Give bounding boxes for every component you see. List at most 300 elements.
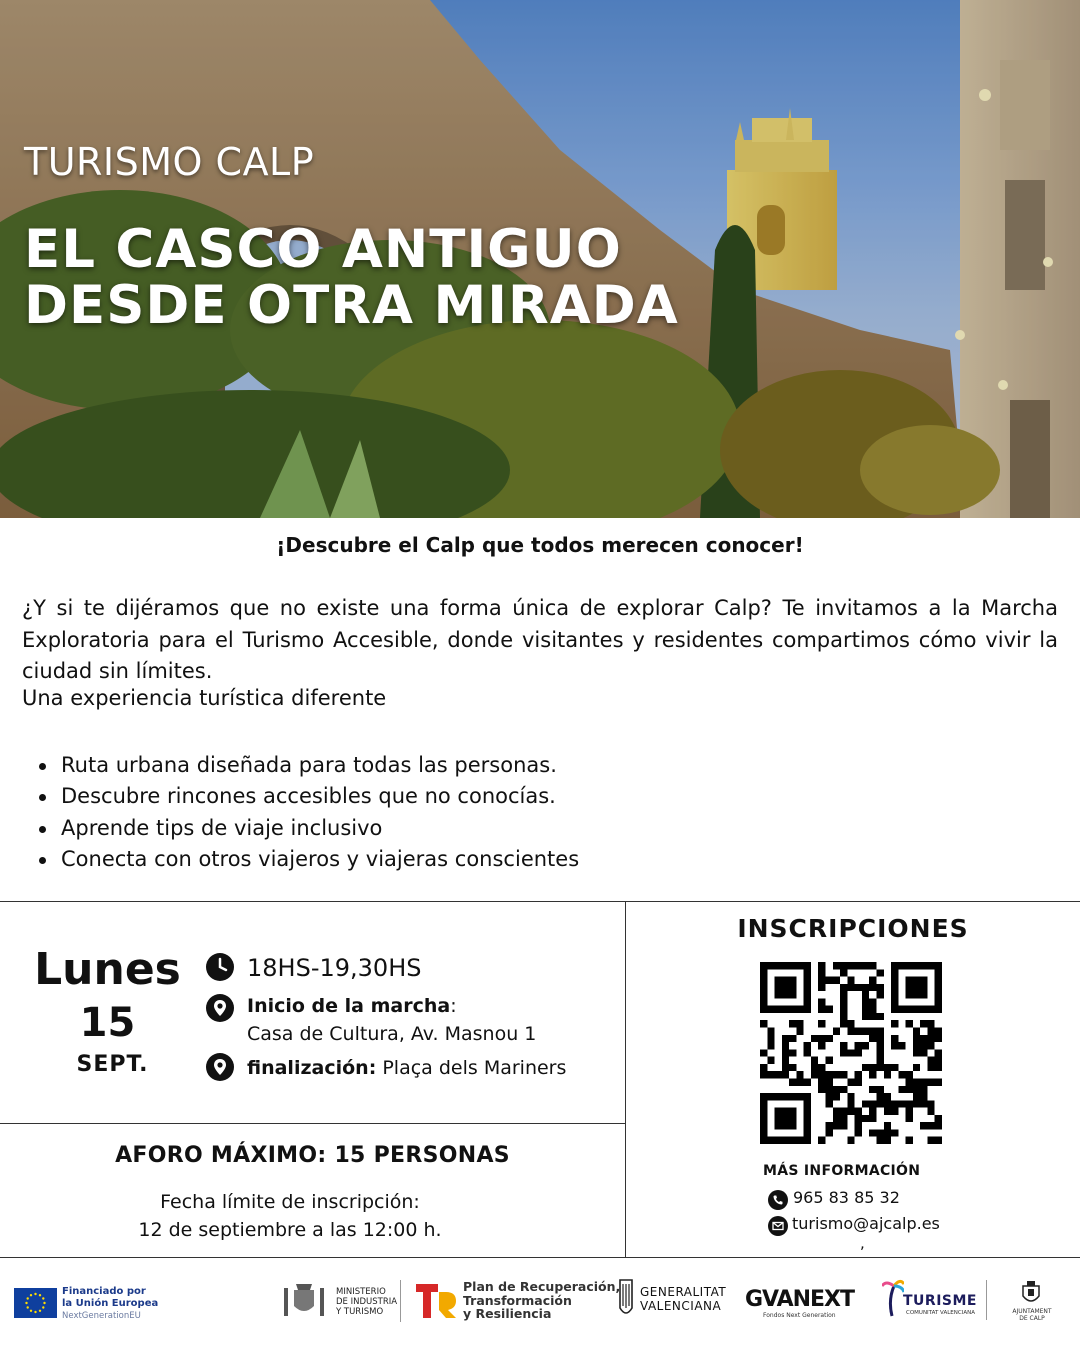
start-colon: : [450,995,457,1017]
qr-module [927,1020,934,1027]
start-point [247,995,457,1017]
qr-module [869,1086,876,1093]
qr-module [920,962,927,969]
qr-module [760,984,767,991]
start-label: Inicio de la marcha [247,995,451,1017]
qr-module [927,1108,934,1115]
qr-module [840,1122,847,1129]
qr-module [884,1122,891,1129]
qr-module [927,1006,934,1013]
qr-module [876,1086,883,1093]
qr-module [789,1137,796,1144]
qr-module [920,1093,927,1100]
qr-module [884,1100,891,1107]
qr-module [906,1100,913,1107]
clock-icon [205,952,235,982]
qr-module [760,1049,767,1056]
qr-module [796,1078,803,1085]
qr-module [789,1093,796,1100]
qr-module [818,962,825,969]
qr-module [840,1108,847,1115]
qr-module [927,1042,934,1049]
qr-module [811,1035,818,1042]
qr-module [869,1100,876,1107]
qr-module [920,1122,927,1129]
qr-module [876,1093,883,1100]
qr-module [760,1020,767,1027]
qr-module [782,1093,789,1100]
qr-module [826,1035,833,1042]
generalitat-emblem-icon [616,1278,636,1322]
qr-module [804,1122,811,1129]
qr-module [782,1108,789,1115]
ministry-line-2: DE INDUSTRIA [336,1297,398,1307]
qr-module [782,1042,789,1049]
qr-module [927,1137,934,1144]
qr-module [913,962,920,969]
event-date: 15 [79,1000,136,1046]
qr-module [775,1122,782,1129]
qr-module [869,998,876,1005]
end-label: finalización: [247,1057,377,1079]
qr-module [833,1122,840,1129]
qr-module [862,1028,869,1035]
gv-line-2: VALENCIANA [640,1299,722,1313]
qr-module [840,1020,847,1027]
qr-module [840,1013,847,1020]
qr-module [891,1020,898,1027]
qr-module [760,1064,767,1071]
qr-module [891,1064,898,1071]
qr-module [876,1129,883,1136]
qr-module [927,1122,934,1129]
qr-module [796,1137,803,1144]
qr-module [898,1086,905,1093]
qr-module [826,1129,833,1136]
qr-module [789,962,796,969]
qr-module [920,1100,927,1107]
calp-line-1: AJUNTAMENT [1012,1308,1052,1315]
qr-module [869,1108,876,1115]
prtr-logo-icon [414,1280,458,1320]
qr-module [818,1042,825,1049]
qr-module [782,1035,789,1042]
qr-module [804,1093,811,1100]
prtr-line-1: Plan de Recuperación, [463,1279,621,1294]
qr-module [840,998,847,1005]
divider-middle [0,1123,625,1124]
qr-module [789,1115,796,1122]
qr-module [876,1013,883,1020]
qr-module [913,1064,920,1071]
intro-line: Una experiencia turística diferente [22,686,387,710]
qr-module [782,1064,789,1071]
qr-module [891,1006,898,1013]
qr-module [789,1035,796,1042]
qr-module [760,962,767,969]
qr-module [891,977,898,984]
qr-module [855,1042,862,1049]
qr-module [855,1115,862,1122]
qr-module [826,1100,833,1107]
qr-module [811,1057,818,1064]
qr-module [935,1006,942,1013]
qr-module [782,1122,789,1129]
qr-module [833,1093,840,1100]
qr-module [760,998,767,1005]
qr-module [775,1093,782,1100]
qr-module [847,984,854,991]
calp-line-2: DE CALP [1019,1315,1045,1322]
qr-module [782,977,789,984]
ministry-line-1: MINISTERIO [336,1287,386,1297]
ministry-line-3: Y TURISMO [336,1307,384,1317]
qr-module [884,1093,891,1100]
qr-module [833,1108,840,1115]
qr-module [906,1020,913,1027]
qr-module [862,1042,869,1049]
qr-module [869,1006,876,1013]
eu-funding-text [62,1286,158,1322]
feature-item: Aprende tips de viaje inclusivo [36,813,579,844]
qr-module [804,1108,811,1115]
qr-module [796,1020,803,1027]
qr-module [760,1115,767,1122]
logo-divider [986,1280,987,1320]
divider-vertical [625,901,626,1257]
qr-module [818,1137,825,1144]
qr-module [840,1071,847,1078]
qr-module [935,991,942,998]
qr-module [804,1129,811,1136]
qr-module [906,1078,913,1085]
qr-module [920,1042,927,1049]
eu-line-2: la Unión Europea [62,1298,159,1309]
location-pin-icon [205,1052,235,1082]
feature-item: Conecta con otros viajeros y viajeras conscientes [36,844,579,875]
sponsor-logos [0,1258,1080,1350]
hero-image [0,0,1080,518]
qr-module [840,1042,847,1049]
qr-module [782,1057,789,1064]
qr-module [906,1115,913,1122]
qr-module [920,1086,927,1093]
qr-module [804,1049,811,1056]
qr-module [826,1078,833,1085]
qr-module [855,962,862,969]
spain-coat-of-arms-icon [280,1280,328,1320]
qr-module [869,1028,876,1035]
qr-module [935,962,942,969]
calp-crest-icon [1020,1280,1042,1306]
qr-module [767,1057,774,1064]
qr-module [862,1115,869,1122]
qr-module [891,1129,898,1136]
qr-module [796,1028,803,1035]
qr-module [935,998,942,1005]
phone-number[interactable]: 965 83 85 32 [793,1188,900,1207]
qr-module [775,1071,782,1078]
qr-module [840,984,847,991]
qr-module [818,998,825,1005]
qr-module [935,1137,942,1144]
qr-module [927,1064,934,1071]
qr-module [840,969,847,976]
qr-module [760,1100,767,1107]
logo-divider [400,1280,401,1322]
qr-module [891,1108,898,1115]
qr-module [906,1137,913,1144]
qr-module [869,1035,876,1042]
qr-module [760,1006,767,1013]
hero-kicker: TURISMO CALP [24,140,315,184]
feature-item: Ruta urbana diseñada para todas las personas. [36,750,579,781]
event-day: Lunes [34,944,181,995]
qr-module [826,1086,833,1093]
qr-module [869,1013,876,1020]
qr-module [767,1042,774,1049]
qr-module [818,1071,825,1078]
qr-module [760,1093,767,1100]
qr-module [775,1137,782,1144]
qr-module [935,1122,942,1129]
turisme-subtitle: COMUNITAT VALENCIANA [906,1310,975,1316]
qr-module [760,1137,767,1144]
qr-module [869,962,876,969]
qr-module [826,977,833,984]
qr-module [775,977,782,984]
qr-module [760,1071,767,1078]
qr-module [840,991,847,998]
qr-module [869,1115,876,1122]
qr-module [855,1078,862,1085]
qr-code[interactable] [760,962,942,1144]
qr-module [913,1078,920,1085]
qr-module [818,984,825,991]
qr-module [760,969,767,976]
tagline: ¡Descubre el Calp que todos merecen conocer! [276,533,804,557]
qr-module [884,1064,891,1071]
qr-module [767,1006,774,1013]
qr-module [935,977,942,984]
qr-module [898,962,905,969]
end-point [247,1057,566,1079]
qr-module [826,1057,833,1064]
qr-module [891,1042,898,1049]
qr-module [782,1071,789,1078]
qr-module [760,991,767,998]
qr-module [767,1035,774,1042]
phone-icon [768,1190,788,1210]
qr-module [804,1100,811,1107]
event-time: 18HS-19,30HS [247,954,422,982]
qr-module [847,1093,854,1100]
prtr-text [463,1280,620,1321]
qr-module [891,998,898,1005]
registration-title: INSCRIPCIONES [737,914,969,943]
qr-module [876,1057,883,1064]
qr-module [913,977,920,984]
qr-module [869,1129,876,1136]
qr-module [927,1100,934,1107]
qr-module [927,962,934,969]
qr-module [862,984,869,991]
qr-module [840,1049,847,1056]
ministry-text [336,1287,397,1317]
qr-module [804,991,811,998]
qr-module [884,1108,891,1115]
qr-module [775,1006,782,1013]
qr-module [876,1035,883,1042]
qr-module [775,1108,782,1115]
intro-paragraph: ¿Y si te dijéramos que no existe una forma única de explorar Calp? Te invitamos a la Marcha Exploratoria para el Turismo Accesible, donde visitantes y residentes compartimos cómo vivir la ciudad sin límites. [22,596,1058,683]
feature-item: Descubre rincones accesibles que no conocías. [36,781,579,812]
qr-module [913,1006,920,1013]
qr-module [826,1093,833,1100]
qr-module [804,969,811,976]
qr-module [920,1006,927,1013]
qr-module [898,1071,905,1078]
qr-module [869,1071,876,1078]
qr-module [935,1028,942,1035]
qr-module [884,1071,891,1078]
qr-module [767,1093,774,1100]
qr-module [804,998,811,1005]
qr-module [818,969,825,976]
qr-module [862,1100,869,1107]
mail-icon [768,1216,788,1236]
qr-module [935,1049,942,1056]
qr-module [855,1129,862,1136]
qr-module [796,1006,803,1013]
qr-module [840,1006,847,1013]
qr-module [913,1028,920,1035]
qr-module [869,984,876,991]
qr-module [855,1122,862,1129]
divider-top [0,901,1080,902]
more-info-title: MÁS INFORMACIÓN [763,1163,921,1179]
eu-line-3: NextGenerationEU [62,1311,141,1321]
email-link[interactable]: turismo@ajcalp.es [792,1214,940,1233]
qr-module [935,1057,942,1064]
qr-module [913,991,920,998]
qr-module [847,1137,854,1144]
qr-module [876,991,883,998]
qr-module [935,1064,942,1071]
qr-module [847,1049,854,1056]
qr-module [891,984,898,991]
qr-module [826,1071,833,1078]
qr-module [818,1086,825,1093]
gvanext-subtitle: Fondos Next Generation [763,1312,836,1319]
qr-module [862,1064,869,1071]
capacity: AFORO MÁXIMO: 15 PERSONAS [115,1143,510,1168]
qr-module [935,1115,942,1122]
calp-text [1008,1308,1056,1322]
qr-module [920,1035,927,1042]
qr-module [891,991,898,998]
qr-module [796,1071,803,1078]
qr-module [789,1122,796,1129]
qr-module [876,1100,883,1107]
qr-module [826,1006,833,1013]
qr-module [782,1006,789,1013]
qr-module [833,977,840,984]
qr-module [847,1078,854,1085]
hero-title [24,219,679,336]
qr-module [913,984,920,991]
qr-module [898,1100,905,1107]
qr-module [818,1064,825,1071]
qr-module [906,1071,913,1078]
qr-module [906,977,913,984]
qr-module [796,1093,803,1100]
qr-module [775,984,782,991]
qr-module [891,962,898,969]
qr-module [862,1013,869,1020]
qr-module [898,1006,905,1013]
qr-module [920,1078,927,1085]
qr-module [847,1020,854,1027]
qr-module [898,1042,905,1049]
qr-module [891,1035,898,1042]
deadline-label: Fecha límite de inscripción: [160,1191,420,1213]
qr-module [935,1035,942,1042]
turisme-palm-icon [882,1278,904,1318]
qr-module [840,1086,847,1093]
qr-module [913,1035,920,1042]
qr-module [789,1078,796,1085]
qr-module [782,1137,789,1144]
qr-module [804,1006,811,1013]
qr-module [789,1108,796,1115]
qr-module [804,1078,811,1085]
qr-module [906,1108,913,1115]
qr-module [927,1057,934,1064]
qr-module [855,1028,862,1035]
qr-module [818,1078,825,1085]
qr-module [782,984,789,991]
trailing-mark: , [860,1234,865,1252]
qr-module [847,962,854,969]
qr-module [876,1042,883,1049]
hero-title-line-1: EL CASCO ANTIGUO [24,219,622,280]
gv-line-1: GENERALITAT [640,1285,727,1299]
qr-module [927,1035,934,1042]
qr-module [804,1115,811,1122]
qr-module [906,1086,913,1093]
qr-module [920,977,927,984]
qr-module [876,1049,883,1056]
qr-module [847,1100,854,1107]
qr-module [760,1129,767,1136]
start-address: Casa de Cultura, Av. Masnou 1 [247,1023,537,1045]
qr-module [927,1028,934,1035]
qr-module [804,984,811,991]
qr-module [804,1042,811,1049]
location-pin-icon [205,993,235,1023]
qr-module [869,977,876,984]
qr-module [767,962,774,969]
turisme-logo: TURISME [903,1293,977,1309]
qr-module [935,969,942,976]
event-month: SEPT. [76,1052,149,1077]
qr-module [833,962,840,969]
qr-module [876,1064,883,1071]
qr-module [876,969,883,976]
prtr-line-2: Transformación [463,1292,572,1308]
qr-module [927,1078,934,1085]
